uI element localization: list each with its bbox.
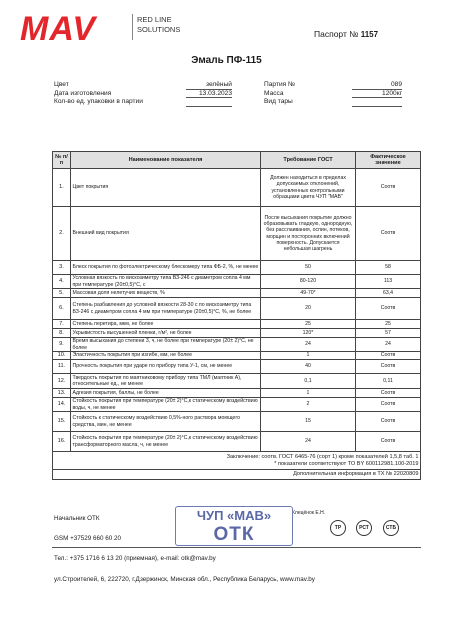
row-actual-value: Соотв	[356, 207, 421, 261]
table-header-row	[53, 152, 421, 169]
table-row	[53, 412, 421, 432]
table-row	[53, 289, 421, 298]
row-number: 10.	[53, 352, 71, 360]
row-actual-value: Соотв	[356, 169, 421, 207]
passport-number	[314, 29, 378, 39]
otk-head-name: Клецёнок Е.Н.	[292, 510, 326, 516]
stamp-company: ЧУП «МАВ»	[196, 508, 272, 523]
mass-value: 1200кг	[382, 89, 402, 97]
rst-cert-icon: РСТ	[356, 520, 372, 536]
indicators-table	[52, 151, 421, 480]
mass-label: Масса	[264, 89, 284, 97]
row-actual-value: Соотв	[356, 389, 421, 398]
row-number: 5.	[53, 289, 71, 298]
logo-divider	[132, 14, 133, 40]
row-requirement: 50	[261, 261, 356, 275]
table-row	[53, 432, 421, 452]
row-requirement: 1	[261, 389, 356, 398]
row-indicator-name: Эластичность покрытия при изгибе, мм, не более	[71, 352, 261, 360]
row-number: 2.	[53, 207, 71, 261]
stamp-dept: ОТК	[213, 524, 255, 545]
row-actual-value: 58	[356, 261, 421, 275]
row-requirement: 49-70*	[261, 289, 356, 298]
row-number: 1.	[53, 169, 71, 207]
row-indicator-name: Условная вязкость по вискозиметру типа ВЗ-246 с диаметром сопла 4 мм при температуре (20±0,5)°С, с	[71, 275, 261, 289]
logo-sub-line2: SOLUTIONS	[137, 25, 181, 34]
row-number: 7.	[53, 320, 71, 329]
color-value: зелёный	[206, 81, 232, 88]
row-requirement: 40	[261, 360, 356, 374]
row-requirement: 80-120	[261, 275, 356, 289]
info-labels-left	[54, 81, 143, 107]
table-row	[53, 320, 421, 329]
row-requirement: 120*	[261, 329, 356, 338]
underline	[352, 97, 402, 98]
info-labels-right	[264, 81, 295, 107]
info-values-right	[352, 81, 402, 107]
table-row	[53, 275, 421, 289]
passport-label: Паспорт №	[314, 29, 359, 39]
row-indicator-name: Адгезия покрытия, баллы, не более	[71, 389, 261, 398]
table-row	[53, 389, 421, 398]
row-requirement: 15	[261, 412, 356, 432]
row-indicator-name: Массовая доля нелетучих веществ, %	[71, 289, 261, 298]
row-indicator-name: Твердость покрытия по маятниковому прибору типа ТМЛ (маятник А), относительные ед., не менее	[71, 374, 261, 389]
passport-value: 1157	[360, 30, 379, 39]
table-row	[53, 169, 421, 207]
qty-label: Кол-во ед. упаковки в партии	[54, 98, 143, 105]
contact-address: ул.Строителей, 6, 222720, г.Дзержинск, Минская обл., Республика Беларусь, www.mav.by	[54, 576, 315, 583]
row-actual-value: Соотв	[356, 360, 421, 374]
row-actual-value: Соотв	[356, 412, 421, 432]
row-number: 15.	[53, 412, 71, 432]
row-requirement: 24	[261, 432, 356, 452]
row-requirement: После высыхания покрытие должно образовывать гладкую, однородную, без расслаивания, оспин, потеков, морщин и посторонних включений поверхность. Допускается небольшая шагрень	[261, 207, 356, 261]
row-indicator-name: Время высыхания до степени 3, ч, не более при температуре (20± 2)°С, не более	[71, 338, 261, 352]
row-actual-value: 63,4	[356, 289, 421, 298]
table-row	[53, 329, 421, 338]
table-row	[53, 338, 421, 352]
date-value: 13.03.2023	[198, 89, 232, 97]
row-requirement: 24	[261, 338, 356, 352]
conclusion-cell	[53, 452, 421, 470]
row-number: 4.	[53, 275, 71, 289]
otk-stamp	[175, 506, 293, 546]
row-requirement: 20	[261, 298, 356, 320]
row-number: 12.	[53, 374, 71, 389]
row-indicator-name: Степень перетира, мкм, не более	[71, 320, 261, 329]
contact-tel: Тел.: +375 1716 6 13 20 (приемная), e-mail: otk@mav.by	[54, 555, 216, 562]
conclusion-text: Заключение: соотв. ГОСТ 6465-76 (сорт 1) кроме показателей 1,5,8 таб. 1	[226, 453, 419, 460]
logo-sub-line1: RED LINE	[137, 15, 172, 24]
gsm-phone: GSM +37529 660 60 20	[54, 535, 122, 542]
row-indicator-name: Внешний вид покрытия	[71, 207, 261, 261]
otk-head-label: Начальник ОТК	[54, 515, 100, 522]
underline	[352, 89, 402, 90]
row-requirement: 2	[261, 398, 356, 412]
table-row	[53, 352, 421, 360]
logo-subtitle	[137, 15, 180, 35]
row-indicator-name: Степень разбавления до условной вязкости 28-30 с по вискозиметру типа ВЗ-246 с диаметром сопла 4 мм при температуре (20±0,5)°С, %, не более	[71, 298, 261, 320]
row-actual-value: 25	[356, 320, 421, 329]
underline	[186, 106, 232, 107]
additional-info-cell: Дополнительная информация в ТХ № 22020809	[53, 470, 421, 480]
row-actual-value: Соотв	[356, 398, 421, 412]
batch-label: Партия №	[264, 81, 296, 88]
info-values-left	[186, 81, 232, 107]
mav-logo: MAV	[20, 10, 97, 48]
row-number: 3.	[53, 261, 71, 275]
row-actual-value: Соотв	[356, 298, 421, 320]
col-number-header: № п/п	[53, 152, 71, 169]
row-actual-value: Соотв	[356, 352, 421, 360]
row-actual-value: 0,11	[356, 374, 421, 389]
underline	[186, 89, 232, 90]
table-row	[53, 374, 421, 389]
date-label: Дата изготовления	[54, 89, 112, 97]
underline	[186, 97, 232, 98]
row-number: 9.	[53, 338, 71, 352]
table-row	[53, 207, 421, 261]
row-indicator-name: Укрывистость высушенной пленки, г/м², не более	[71, 329, 261, 338]
additional-info-row	[53, 470, 421, 480]
row-number: 13.	[53, 389, 71, 398]
row-number: 6.	[53, 298, 71, 320]
row-actual-value: 113	[356, 275, 421, 289]
table-row	[53, 298, 421, 320]
row-actual-value: 57	[356, 329, 421, 338]
row-requirement: Должен находиться в пределах допускаемых отклонений, установленных контрольными образцами цвета ЧУП "МАВ"	[261, 169, 356, 207]
footer-divider	[52, 547, 421, 548]
row-number: 8.	[53, 329, 71, 338]
underline	[352, 106, 402, 107]
document-title: Эмаль ПФ-115	[191, 55, 262, 66]
table-row	[53, 261, 421, 275]
row-indicator-name: Стойкость к статическому воздействию 0,5%-ного раствора моющего средства, мин, не менее	[71, 412, 261, 432]
row-requirement: 1	[261, 352, 356, 360]
row-indicator-name: Прочность покрытия при ударе по прибору типа У-1, см, не менее	[71, 360, 261, 374]
row-indicator-name: Стойкость покрытия при температуре (20± 2)°С,к статическому воздействию воды, ч, не менее	[71, 398, 261, 412]
row-indicator-name: Цвет покрытия	[71, 169, 261, 207]
conclusion-row	[53, 452, 421, 470]
col-actual-header: Фактическое значение	[356, 152, 421, 169]
row-actual-value: Соотв	[356, 432, 421, 452]
row-number: 16.	[53, 432, 71, 452]
table-row	[53, 398, 421, 412]
col-requirement-header: Требование ГОСТ	[261, 152, 356, 169]
color-label: Цвет	[54, 81, 69, 88]
table-row	[53, 360, 421, 374]
stb-cert-icon: СТБ	[383, 520, 399, 536]
row-requirement: 0,1	[261, 374, 356, 389]
row-number: 14.	[53, 398, 71, 412]
row-requirement: 25	[261, 320, 356, 329]
row-actual-value: 24	[356, 338, 421, 352]
row-number: 11.	[53, 360, 71, 374]
container-label: Вид тары	[264, 98, 293, 105]
col-name-header: Наименование показателя	[71, 152, 261, 169]
tr-cert-icon: ТР	[330, 520, 346, 536]
conclusion-note: * показатели соответствуют ТО BY 600112981.100-2019	[274, 460, 419, 467]
batch-value: 089	[390, 81, 402, 88]
row-indicator-name: Стойкость покрытия при температуре (20± 2)°С,к статическому воздействию трансформаторного масла, ч, не менее	[71, 432, 261, 452]
row-indicator-name: Блеск покрытия по фотоэлектрическому блескомеру типа ФБ-2, %, не менее	[71, 261, 261, 275]
